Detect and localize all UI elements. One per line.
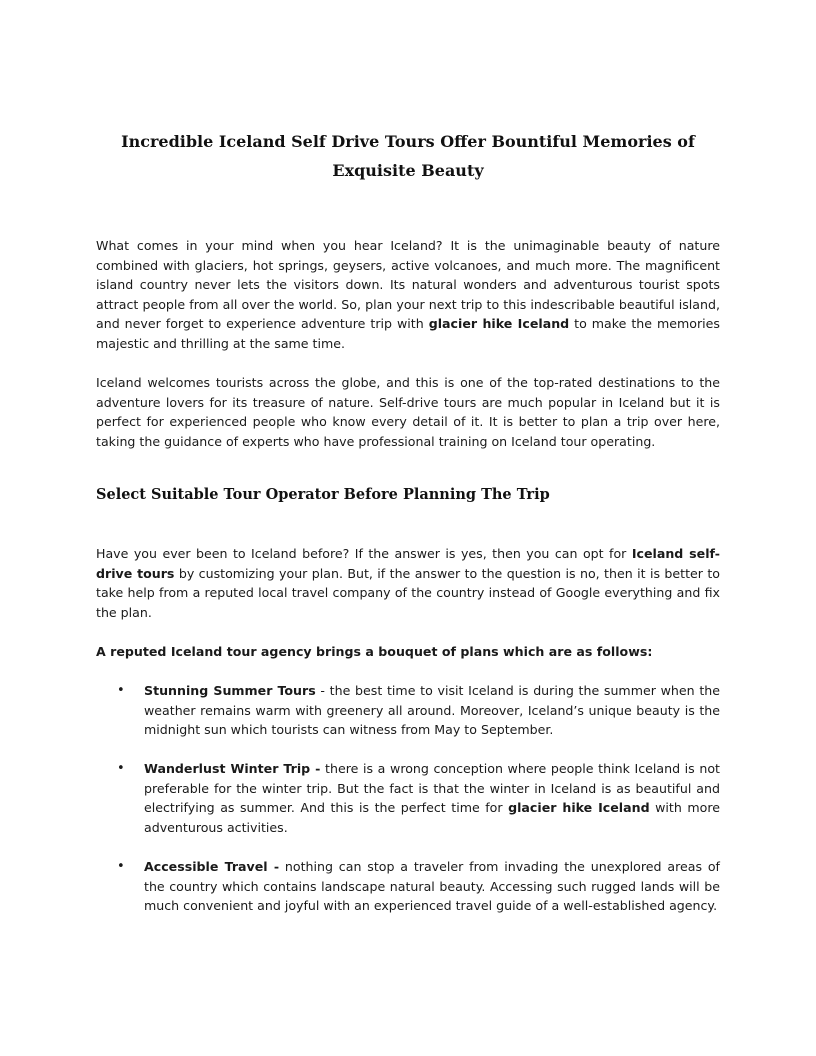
bullet-icon: •: [117, 683, 125, 698]
list-item-text: there is a wrong conception where people think Iceland is not preferable for the winter trip. But the fact is that the winter in Iceland is as beautiful and electrifying as summer. And this is the perfect time for: [144, 761, 720, 816]
welcome-paragraph: Iceland welcomes tourists across the globe, and this is one of the top-rated destinations to the adventure lovers for its treasure of nature. Self-drive tours are much popular in Iceland but it is perfect for experienced people who know every detail of it. It is better to plan a trip over here, taking the guidance of experts who have professional training on Iceland tour operating.: [96, 375, 720, 449]
plans-intro-text: A reputed Iceland tour agency brings a bouquet of plans which are as follows:: [96, 644, 653, 659]
list-item: [117, 681, 720, 740]
self-drive-text-end: by customizing your plan. But, if the answer to the question is no, then it is better to take help from a reputed local travel company of the country instead of Google everything and fix the plan.: [96, 565, 720, 620]
intro-paragraph: [96, 236, 720, 354]
bullet-icon: •: [117, 761, 125, 776]
list-item-title: Stunning Summer Tours: [144, 683, 316, 698]
bullet-icon: •: [117, 859, 125, 874]
self-drive-paragraph: [96, 544, 720, 622]
intro-text-start: What comes in your mind when you hear Iceland? It is the unimaginable beauty of nature combined with glaciers, hot springs, geysers, active volcanoes, and much more. The magnificent island country never lets the visitors down. Its natural wonders and adventurous tourist spots attract people from all over the world. So, plan your next trip to this indescribable beautiful island, and never forget to experience adventure trip with: [96, 238, 720, 332]
list-item-text-end: with more adventurous activities.: [144, 800, 720, 835]
self-drive-keyword: Iceland self-drive tours: [96, 546, 720, 581]
list-item: [117, 857, 720, 916]
list-item-text: nothing can stop a traveler from invading the unexplored areas of the country which contains landscape natural beauty. Accessing such rugged lands will be much convenient and joyful with an experienced travel guide of a well-established agency.: [144, 859, 720, 914]
document-title: Incredible Iceland Self Drive Tours Offer Bountiful Memories of Exquisite Beauty: [121, 132, 695, 180]
glacier-hike-keyword: glacier hike Iceland: [428, 316, 570, 332]
list-item-title: Accessible Travel -: [144, 859, 280, 874]
list-item: [117, 759, 720, 837]
list-item-title: Wanderlust Winter Trip -: [144, 761, 321, 776]
self-drive-text-start: Have you ever been to Iceland before? If the answer is yes, then you can opt for: [96, 546, 632, 561]
list-item-text: - the best time to visit Iceland is during the summer when the weather remains warm with greenery all around. Moreover, Iceland’s unique beauty is the midnight sun which tourists can witness from May to September.: [144, 683, 720, 738]
section-heading: Select Suitable Tour Operator Before Planning The Trip: [96, 486, 550, 503]
plans-intro: [96, 642, 720, 662]
intro-text-end: to make the memories majestic and thrilling at the same time.: [96, 316, 720, 351]
glacier-hike-keyword: glacier hike Iceland: [508, 800, 650, 816]
